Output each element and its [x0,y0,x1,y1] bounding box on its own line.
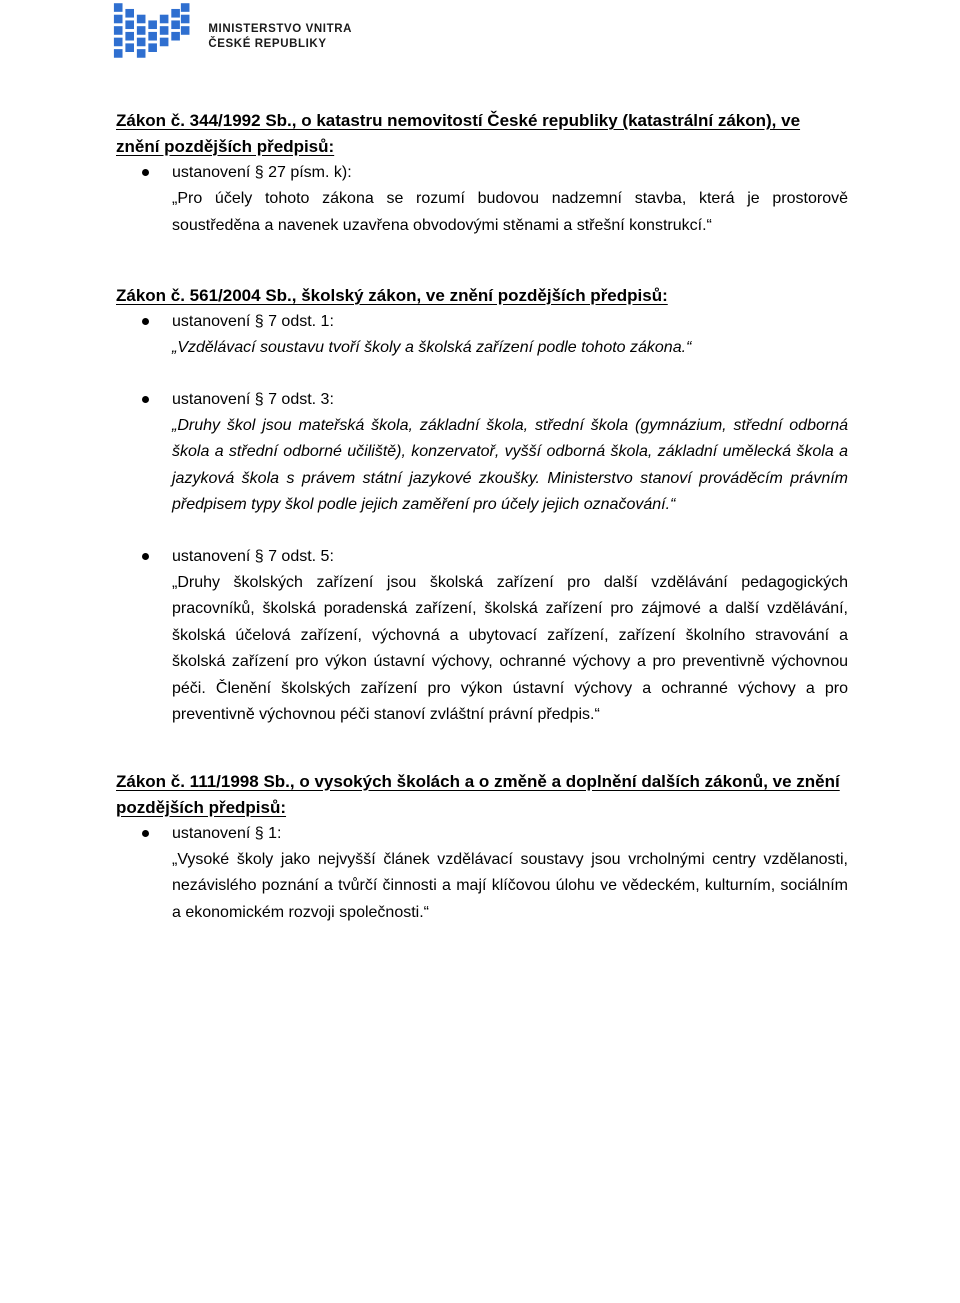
list-item [116,309,848,362]
ministry-name-line2: ČESKÉ REPUBLIKY [208,38,327,50]
provision-list [116,160,848,239]
bullet-icon [142,830,149,837]
document-body [116,108,848,926]
law-title-561-2004: Zákon č. 561/2004 Sb., školský zákon, ve znění pozdějších předpisů: [116,286,668,305]
provision-reference: ustanovení § 27 písm. k): [172,164,352,181]
law-title-344-1992: Zákon č. 344/1992 Sb., o katastru nemovitostí České republiky (katastrální zákon), ve znění pozdějších předpisů: [116,111,801,156]
list-item [116,821,848,927]
provision-reference: ustanovení § 1: [172,824,282,842]
provision-quote: „Druhy školských zařízení jsou školská zařízení pro další vzdělávání pedagogických pracovníků, školská poradenská zařízení, školská zařízení pro zájmové a další vzdělávání, školská účelová zařízení, výchovná a ubytovací zařízení, zařízení školního stravování a školská zařízení pro výkon ústavní výchovy, ochranné výchovy a pro preventivně výchovnou péči. Členění školských zařízení pro výkon ústavní výchovy a ochranné výchovy a pro preventivně výchovnou péči stanoví zvláštní právní předpis.“ [172,573,848,723]
law-title-111-1998: Zákon č. 111/1998 Sb., o vysokých školách a o změně a doplnění dalších zákonů, ve znění pozdějších předpisů: [116,771,840,817]
provision-quote: „Vzdělávací soustavu tvoří školy a školská zařízení podle tohoto zákona.“ [172,339,692,356]
ministry-name-line1: MINISTERSTVO VNITRA [208,23,352,35]
ministry-name [208,22,352,52]
provision-quote: „Druhy škol jsou mateřská škola, základní škola, střední škola (gymnázium, střední odborná škola a střední odborné učiliště), konzervatoř, vyšší odborná škola, základní umělecká škola a jazyková škola s právem státní jazykové zkoušky. Ministerstvo stanoví prováděcím právním předpisem typy škol podle jejich zaměření pro účely jejich označování.“ [172,416,848,513]
ministry-logo-mark-icon [112,0,192,60]
provision-list [116,309,848,729]
list-item [116,387,848,519]
provision-quote: „Vysoké školy jako nejvyšší článek vzdělávací soustavy jsou vrcholnými centry vzdělanosti, nezávislého poznání a tvůrčí činnosti a mají klíčovou úlohu ve vědeckém, kulturním, sociálním a ekonomickém rozvoji společnosti.“ [172,850,848,921]
provision-reference: ustanovení § 7 odst. 3: [172,390,334,408]
provision-reference: ustanovení § 7 odst. 5: [172,547,334,565]
list-item [116,160,848,239]
bullet-icon [142,169,149,176]
ministry-logo [112,0,352,62]
list-item [116,544,848,729]
bullet-icon [142,553,149,560]
provision-reference: ustanovení § 7 odst. 1: [172,313,334,330]
provision-quote: „Pro účely tohoto zákona se rozumí budovou nadzemní stavba, která je prostorově soustředěna a navenek uzavřena obvodovými stěnami a střešní konstrukcí.“ [172,190,848,234]
bullet-icon [142,396,149,403]
provision-list [116,821,848,927]
bullet-icon [142,318,149,325]
